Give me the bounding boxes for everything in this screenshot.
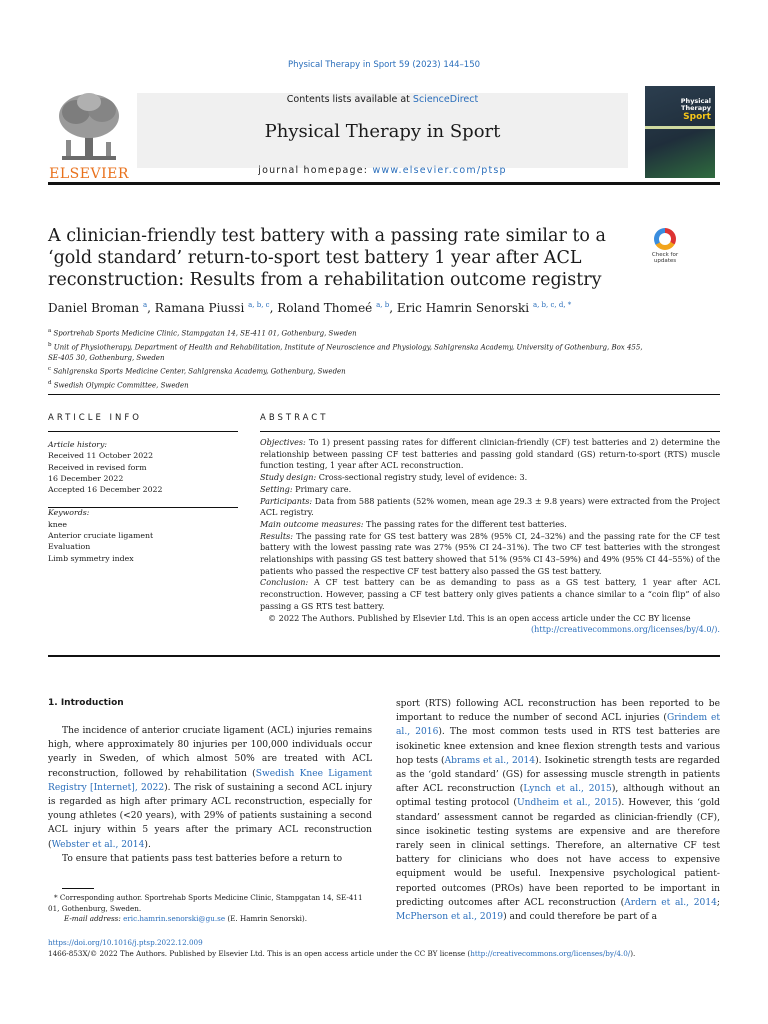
- abstract-design: [260, 472, 720, 484]
- abstract-text: The passing rates for the different test batteries.: [363, 518, 567, 529]
- history-label: Article history:: [48, 440, 108, 449]
- citation-link[interactable]: Lynch et al., 2015: [523, 784, 612, 795]
- license-link[interactable]: (http://creativecommons.org/licenses/by/4.0/).: [530, 624, 720, 635]
- abstract-text: Data from 588 patients (52% women, mean age 29.3 ± 9.8 years) were extracted from the Project ACL registry.: [260, 495, 720, 518]
- abstract-bottom-rule: [48, 655, 720, 657]
- cover-stripe: [645, 126, 715, 129]
- masthead-rule: [48, 182, 720, 185]
- author-affil-link[interactable]: a, b, c, d, *: [532, 301, 572, 309]
- journal-title: Physical Therapy in Sport: [264, 121, 501, 142]
- abstract-label: Results:: [260, 530, 293, 541]
- abstract-rule: [260, 431, 720, 432]
- section-heading-introduction: 1. Introduction: [48, 698, 124, 708]
- author-affil-link[interactable]: a, b, c: [248, 301, 270, 309]
- affiliation-item: [48, 364, 648, 378]
- body-text: ;: [716, 897, 720, 908]
- abstract-body: [260, 437, 720, 636]
- affiliation-mark: a: [48, 328, 52, 334]
- abstract-conclusion: [260, 577, 720, 612]
- body-text: ). The most common tests used in RTS test batteries are isokinetic knee extension and knee flexion strength tests and various hop tests (: [396, 727, 720, 766]
- journal-masthead: [48, 88, 720, 184]
- abstract-heading: ABSTRACT: [260, 413, 329, 423]
- abstract-license-link-line: [260, 624, 720, 636]
- abstract-text: The passing rate for GS test battery was 28% (95% CI, 24–32%) and the passing rate for the CF test battery with the lowest passing rate was 27% (95% CI 24–31%). The two CF test batteries with the strongest relationships with passing GS test battery showed that 51% (95% CI 43–59%) and 49% (95% CI 44–55%) of the patients who passed the respective CF test battery also passed the GS test battery.: [260, 530, 720, 576]
- contents-prefix: Contents lists available at: [286, 94, 413, 105]
- keyword: Evaluation: [48, 542, 91, 552]
- abstract-text: To 1) present passing rates for different clinician-friendly (CF) test batteries and 2) determine the relationship between passing CF test batteries and passing gold standard (GS) return-to-sport (RTS) muscle function testing, 1 year after ACL reconstruction.: [260, 437, 720, 471]
- email-label: E-mail address:: [64, 914, 121, 924]
- affiliation-item: [48, 340, 648, 365]
- journal-cover[interactable]: [645, 86, 715, 178]
- body-text: sport (RTS) following ACL reconstruction has been reported to be important to reduce the number of second ACL injuries (: [396, 699, 720, 724]
- body-text: ). However, this ‘gold standard’ assessment cannot be regarded as clinician-friendly (CF), since isokinetic testing systems are expensive and are therefore rarely seen in clinical settings. Therefore, an alternative CF test battery for clinicians who does not have access to expensive equipment would be useful. Inexpensive psychological patient-reported outcomes (PROs) have been reported to be important in predicting outcomes after ACL reconstruction (: [396, 798, 720, 908]
- email-line: [48, 914, 372, 925]
- body-column-left: [48, 724, 372, 866]
- article-title: A clinician-friendly test battery with a passing rate similar to a ‘gold standard’ return-to-sport test battery 1 year after ACL reconstruction: Results from a rehabilitation outcome registry: [48, 226, 606, 290]
- homepage-link[interactable]: www.elsevier.com/ptsp: [372, 165, 507, 176]
- keyword: Limb symmetry index: [48, 553, 134, 563]
- corresponding-author-note: * Corresponding author. Sportrehab Sports Medicine Clinic, Stampgatan 14, SE-411 01, Gothenburg, Sweden.: [48, 893, 363, 913]
- intro-paragraph-2-cont: [396, 697, 720, 924]
- issn-license-line: [48, 949, 635, 958]
- affiliation-text: Sportrehab Sports Medicine Clinic, Stampgatan 14, SE-411 01, Gothenburg, Sweden: [53, 329, 357, 338]
- abstract-participants: [260, 496, 720, 519]
- abstract-label: Setting:: [260, 483, 293, 494]
- body-text: ).: [144, 839, 151, 850]
- affiliation-mark: c: [48, 366, 52, 373]
- issn-text: 1466-853X/© 2022 The Authors. Published by Elsevier Ltd. This is an open access article under the CC BY license (: [48, 949, 471, 958]
- body-text: ) and could therefore be part of a: [503, 912, 658, 923]
- abstract-label: Conclusion:: [260, 577, 309, 588]
- affiliation-item: [48, 326, 648, 340]
- affiliation-text: Swedish Olympic Committee, Sweden: [53, 381, 189, 390]
- abstract-objectives: [260, 437, 720, 472]
- affiliation-mark: b: [48, 341, 52, 348]
- affiliation-list: [48, 326, 648, 391]
- body-text: The incidence of anterior cruciate ligament (ACL) injuries remains high, where approximately 80 injuries per 100,000 individuals occur yearly in Sweden, of which almost 50% are treated with ACL reconstruction, followed by rehabilitation (: [48, 726, 372, 779]
- contents-line: [137, 94, 628, 105]
- sciencedirect-link[interactable]: ScienceDirect: [412, 94, 479, 105]
- author-list: Daniel Broman $^a$, Ramana Piussi $^{a, b, c}$, Roland Thomeé $^{a, b}$, Eric Hamrin Senorski $^{a, b, c, d, *}$: [48, 301, 572, 315]
- history-line: Accepted 16 December 2022: [48, 485, 163, 495]
- keyword: knee: [48, 519, 67, 529]
- homepage-prefix: journal homepage:: [258, 165, 373, 176]
- intro-paragraph-2: To ensure that patients pass test batteries before a return to: [62, 853, 343, 864]
- affiliation-text: Unit of Physiotherapy, Department of Health and Rehabilitation, Institute of Neuroscience and Physiology, Sahlgrenska Academy, University of Gothenburg, Box 455, SE-405 30, Gothenburg, Sweden: [48, 342, 643, 363]
- license-link-bottom[interactable]: http://creativecommons.org/licenses/by/4.0/: [470, 949, 631, 958]
- author-name: Daniel Broman: [48, 301, 140, 315]
- email-link[interactable]: eric.hamrin.senorski@gu.se: [123, 914, 226, 924]
- abstract-results: [260, 531, 720, 578]
- footnote: [48, 893, 372, 925]
- history-line: 16 December 2022: [48, 473, 124, 483]
- abstract-license: [260, 613, 720, 625]
- footnote-rule: [62, 888, 94, 889]
- check-for-updates-button[interactable]: [647, 228, 683, 268]
- author-name: Eric Hamrin Senorski: [396, 301, 530, 315]
- keyword: Anterior cruciate ligament: [48, 531, 154, 541]
- abstract-setting: [260, 484, 720, 496]
- citation-link[interactable]: Abrams et al., 2014: [444, 755, 536, 766]
- citation-link[interactable]: Undheim et al., 2015: [516, 798, 618, 809]
- journal-citation[interactable]: Physical Therapy in Sport 59 (2023) 144–150: [287, 60, 481, 70]
- cover-line-2: Therapy: [681, 104, 711, 112]
- issn-end: ).: [630, 949, 636, 958]
- abstract-text: Primary care.: [292, 483, 352, 494]
- author-name: Roland Thomeé: [277, 301, 373, 315]
- citation-link[interactable]: Ardern et al., 2014: [624, 897, 717, 908]
- doi-line: [48, 938, 203, 947]
- section-rule: [48, 394, 720, 395]
- abstract-label: Participants:: [260, 495, 313, 506]
- author-name: Ramana Piussi: [154, 301, 245, 315]
- citation-link[interactable]: Swedish Knee Ligament Registry [Internet], 2022: [48, 768, 372, 793]
- abstract-label: Study design:: [260, 472, 317, 483]
- crossmark-center: [659, 233, 671, 245]
- abstract-label: Objectives:: [260, 437, 306, 447]
- abstract-text: A CF test battery can be as demanding to pass as a GS test battery, 1 year after ACL reconstruction. However, passing a CF test battery only gives patients a chance similar to a “coin flip” of also passing a GS RTS test battery.: [260, 577, 720, 611]
- elsevier-logo[interactable]: [48, 88, 130, 184]
- history-line: Received 11 October 2022: [48, 451, 154, 461]
- author-affil-link[interactable]: a, b: [376, 301, 390, 309]
- affiliation-item: [48, 378, 648, 392]
- license-text: © 2022 The Authors. Published by Elsevier Ltd. This is an open access article under the CC BY license: [268, 612, 691, 623]
- cover-line-1: Physical: [680, 97, 711, 105]
- body-text: ). Isokinetic strength tests are regarded as the ‘gold standard’ (GS) for assessing muscle strength in patients after ACL reconstruction (: [396, 755, 720, 795]
- article-info-heading: ARTICLE INFO: [48, 413, 142, 423]
- doi-link[interactable]: https://doi.org/10.1016/j.ptsp.2022.12.009: [48, 938, 203, 947]
- cover-line-3: Sport: [683, 112, 711, 122]
- affiliation-text: Sahlgrenska Sports Medicine Center, Sahlgrenska Academy, Gothenburg, Sweden: [53, 367, 346, 376]
- info-rule: [48, 431, 238, 432]
- elsevier-wordmark: ELSEVIER: [49, 166, 129, 182]
- abstract-outcome: [260, 519, 720, 531]
- body-text: ), although without an optimal testing protocol (: [396, 784, 720, 809]
- citation-link[interactable]: Webster et al., 2014: [51, 839, 145, 850]
- email-suffix: (E. Hamrin Senorski).: [225, 914, 308, 924]
- journal-homepage: [137, 165, 628, 176]
- author-affil-link[interactable]: a: [142, 301, 148, 309]
- history-line: Received in revised form: [48, 462, 147, 472]
- citation-link[interactable]: Grindem et al., 2016: [396, 713, 720, 738]
- elsevier-tree-icon: [54, 90, 124, 164]
- intro-paragraph-1: [48, 724, 372, 852]
- abstract-text: Cross-sectional registry study, level of evidence: 3.: [316, 472, 528, 483]
- body-column-right: [396, 697, 720, 924]
- body-text: ). The risk of sustaining a second ACL injury is regarded as high after primary ACL reconstruction, especially for young athletes (<20 years), with 29% of patients sustaining a second ACL injury within 5 years after the primary ACL reconstruction (: [48, 782, 372, 850]
- citation-link[interactable]: McPherson et al., 2019: [396, 912, 504, 923]
- article-info: [48, 439, 238, 564]
- abstract-label: Main outcome measures:: [260, 518, 364, 529]
- keywords-label: Keywords:: [48, 508, 90, 518]
- affiliation-mark: d: [48, 379, 52, 386]
- cover-title: [651, 98, 711, 122]
- check-for-updates-label: Check for updates: [651, 252, 679, 264]
